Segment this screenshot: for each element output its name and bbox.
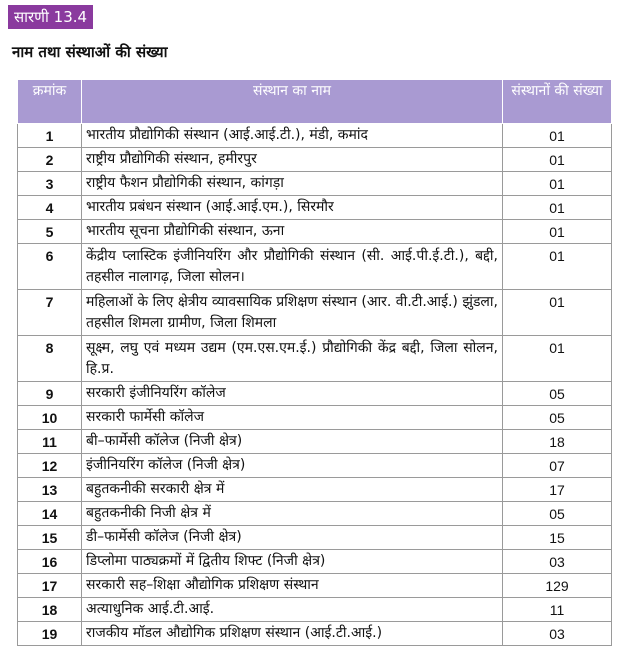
row-institution-name: बी–फार्मेसी कॉलेज (निजी क्षेत्र) (82, 430, 503, 454)
row-serial-number: 17 (18, 574, 82, 598)
table-row (18, 454, 612, 478)
row-serial-number: 16 (18, 550, 82, 574)
row-institution-count: 11 (503, 598, 612, 622)
row-institution-count: 01 (503, 172, 612, 196)
row-institution-count: 03 (503, 550, 612, 574)
row-institution-name: सूक्ष्म, लघु एवं मध्यम उद्यम (एम.एस.एम.ई.) प्रौद्योगिकी केंद्र बद्दी, जिला सोलन, हि.प्र. (82, 336, 503, 382)
row-institution-count: 01 (503, 336, 612, 382)
table-label-badge: सारणी 13.4 (8, 5, 93, 29)
table-row (18, 478, 612, 502)
row-serial-number: 9 (18, 382, 82, 406)
table-row (18, 220, 612, 244)
row-institution-name: बहुतकनीकी सरकारी क्षेत्र में (82, 478, 503, 502)
row-institution-name: डी–फार्मेसी कॉलेज (निजी क्षेत्र) (82, 526, 503, 550)
table-row (18, 526, 612, 550)
row-serial-number: 10 (18, 406, 82, 430)
row-institution-count: 05 (503, 382, 612, 406)
row-institution-count: 18 (503, 430, 612, 454)
row-serial-number: 14 (18, 502, 82, 526)
table-row (18, 574, 612, 598)
table-row (18, 406, 612, 430)
row-institution-count: 01 (503, 290, 612, 336)
institutions-table (17, 79, 612, 646)
table-row (18, 336, 612, 382)
table-row (18, 622, 612, 646)
row-serial-number: 3 (18, 172, 82, 196)
row-institution-name: सरकारी सह–शिक्षा औद्योगिक प्रशिक्षण संस्थान (82, 574, 503, 598)
row-serial-number: 15 (18, 526, 82, 550)
row-institution-name: राष्ट्रीय प्रौद्योगिकी संस्थान, हमीरपुर (82, 148, 503, 172)
row-serial-number: 5 (18, 220, 82, 244)
table-row (18, 430, 612, 454)
row-serial-number: 4 (18, 196, 82, 220)
row-serial-number: 2 (18, 148, 82, 172)
table-row (18, 124, 612, 148)
row-institution-name: अत्याधुनिक आई.टी.आई. (82, 598, 503, 622)
table-row (18, 196, 612, 220)
row-institution-count: 15 (503, 526, 612, 550)
row-institution-name: भारतीय प्रबंधन संस्थान (आई.आई.एम.), सिरमौर (82, 196, 503, 220)
row-serial-number: 6 (18, 244, 82, 290)
row-institution-count: 129 (503, 574, 612, 598)
row-serial-number: 11 (18, 430, 82, 454)
row-institution-name: इंजीनियरिंग कॉलेज (निजी क्षेत्र) (82, 454, 503, 478)
column-header-count: संस्थानों की संख्या (503, 80, 612, 124)
row-institution-count: 01 (503, 148, 612, 172)
row-institution-count: 01 (503, 244, 612, 290)
table-row (18, 502, 612, 526)
table-row (18, 382, 612, 406)
row-serial-number: 1 (18, 124, 82, 148)
row-institution-count: 05 (503, 502, 612, 526)
table-body (18, 124, 612, 646)
row-institution-count: 17 (503, 478, 612, 502)
row-institution-name: डिप्लोमा पाठ्यक्रमों में द्वितीय शिफ्ट (निजी क्षेत्र) (82, 550, 503, 574)
row-serial-number: 19 (18, 622, 82, 646)
row-institution-name: बहुतकनीकी निजी क्षेत्र में (82, 502, 503, 526)
row-institution-count: 01 (503, 220, 612, 244)
row-serial-number: 12 (18, 454, 82, 478)
row-institution-name: राष्ट्रीय फैशन प्रौद्योगिकी संस्थान, कांगड़ा (82, 172, 503, 196)
table-row (18, 290, 612, 336)
row-serial-number: 18 (18, 598, 82, 622)
row-institution-count: 01 (503, 196, 612, 220)
column-header-sno: क्रमांक (18, 80, 82, 124)
row-institution-name: भारतीय प्रौद्योगिकी संस्थान (आई.आई.टी.), मंडी, कमांद (82, 124, 503, 148)
column-header-name: संस्थान का नाम (82, 80, 503, 124)
row-institution-count: 03 (503, 622, 612, 646)
table-row (18, 148, 612, 172)
row-serial-number: 8 (18, 336, 82, 382)
row-institution-count: 01 (503, 124, 612, 148)
row-institution-name: महिलाओं के लिए क्षेत्रीय व्यावसायिक प्रशिक्षण संस्थान (आर. वी.टी.आई.) झुंडला, तहसील शिमला ग्रामीण, जिला शिमला (82, 290, 503, 336)
table-title: नाम तथा संस्थाओं की संख्या (12, 43, 168, 61)
row-institution-name: सरकारी फार्मेसी कॉलेज (82, 406, 503, 430)
row-serial-number: 13 (18, 478, 82, 502)
table-row (18, 598, 612, 622)
row-institution-name: सरकारी इंजीनियरिंग कॉलेज (82, 382, 503, 406)
row-institution-count: 07 (503, 454, 612, 478)
row-institution-count: 05 (503, 406, 612, 430)
table-row (18, 550, 612, 574)
row-institution-name: राजकीय मॉडल औद्योगिक प्रशिक्षण संस्थान (आई.टी.आई.) (82, 622, 503, 646)
row-institution-name: भारतीय सूचना प्रौद्योगिकी संस्थान, ऊना (82, 220, 503, 244)
row-serial-number: 7 (18, 290, 82, 336)
table-row (18, 244, 612, 290)
table-row (18, 172, 612, 196)
row-institution-name: केंद्रीय प्लास्टिक इंजीनियरिंग और प्रौद्योगिकी संस्थान (सी. आई.पी.ई.टी.), बद्दी, तहसील नालागढ़, जिला सोलन। (82, 244, 503, 290)
